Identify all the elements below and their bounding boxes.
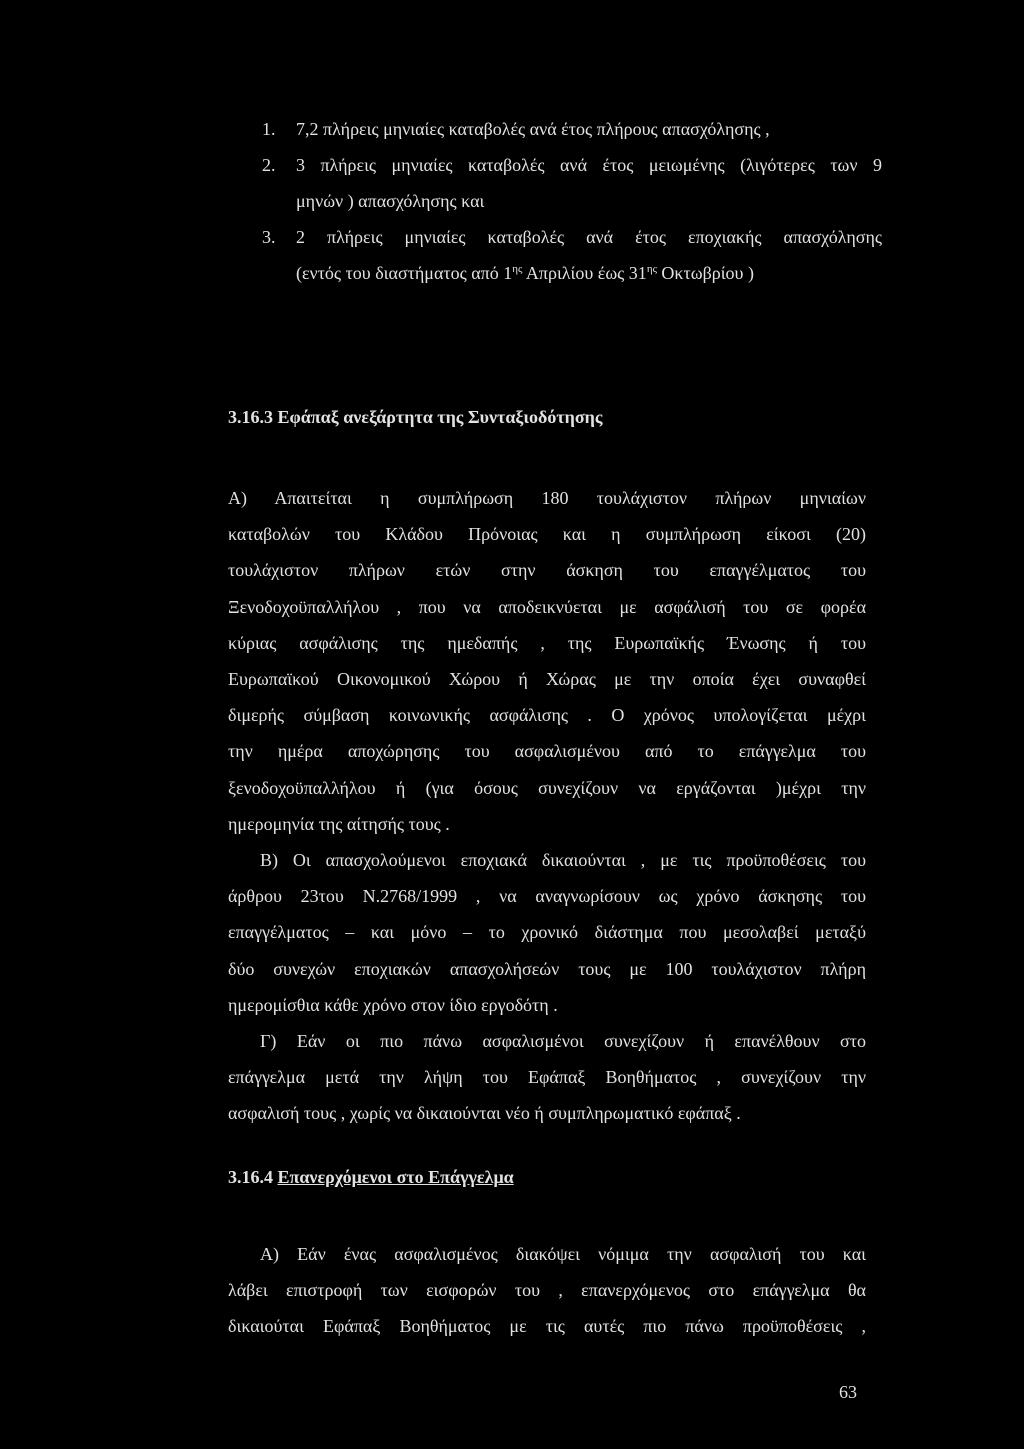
paragraph-line: Ξενοδοχοϋπαλλήλου , που να αποδεικνύεται με ασφάλισή του σε φορέα (228, 596, 866, 617)
list-item (262, 224, 882, 251)
list-number: 2. (262, 155, 276, 175)
paragraph-line: ημερομηνία της αίτησής τους . (228, 813, 450, 834)
heading-text: Επανερχόμενοι στο Επάγγελμα (277, 1167, 514, 1187)
list-text: 2 πλήρεις μηνιαίες καταβολές ανά έτος εποχιακής απασχόλησης (296, 227, 882, 247)
ordinal-suffix: ης (646, 263, 657, 275)
list-number: 1. (262, 119, 276, 139)
paragraph-line: ξενοδοχοϋπαλλήλου ή (για όσους συνεχίζουν να εργάζονται )μέχρι την (228, 777, 866, 798)
heading-number: 3.16.4 (228, 1167, 278, 1187)
paragraph-line: άρθρου 23του Ν.2768/1999 , να αναγνωρίσουν ως χρόνο άσκησης του (228, 886, 866, 907)
continuation-text: Απριλίου έως 31 (522, 263, 647, 283)
paragraph-line: Ευρωπαϊκού Οικονομικού Χώρου ή Χώρας με την οποία έχει συναφθεί (228, 669, 866, 690)
paragraph-line: ασφαλισή τους , χωρίς να δικαιούνται νέο ή συμπληρωματικό εφάπαξ . (228, 1103, 741, 1124)
paragraph-line: ημερομίσθια κάθε χρόνο στον ίδιο εργοδότη . (228, 994, 558, 1015)
paragraph-line: Α) Απαιτείται η συμπλήρωση 180 τουλάχιστον πλήρων μηνιαίων (228, 488, 866, 508)
paragraph-line: κύριας ασφάλισης της ημεδαπής , της Ευρωπαϊκής Ένωσης ή του (228, 632, 866, 653)
paragraph-line: δικαιούται Εφάπαξ Βοηθήματος με τις αυτές πιο πάνω προϋποθέσεις , (228, 1316, 866, 1337)
list-item-continuation (262, 260, 882, 287)
section-body (228, 480, 866, 1132)
section-heading: 3.16.3 Εφάπαξ ανεξάρτητα της Συνταξιοδότησης (228, 407, 603, 427)
paragraph-line: Α) Εάν ένας ασφαλισμένος διακόψει νόμιμα την ασφαλισή του και (260, 1244, 866, 1264)
paragraph-line: διμερής σύμβαση κοινωνικής ασφάλισης . Ο χρόνος υπολογίζεται μέχρι (228, 705, 866, 726)
paragraph-line: λάβει επιστροφή των εισφορών του , επανερχόμενος στο επάγγελμα θα (228, 1280, 866, 1301)
section-body (228, 1236, 866, 1345)
list-text: 3 πλήρεις μηνιαίες καταβολές ανά έτος μειωμένης (λιγότερες των 9 (296, 155, 882, 175)
page-number: 63 (839, 1382, 857, 1402)
paragraph-line: Γ) Εάν οι πιο πάνω ασφαλισμένοι συνεχίζουν ή επανέλθουν στο (260, 1031, 866, 1052)
ordinal-suffix: ης (512, 263, 523, 275)
list-item (262, 152, 882, 179)
continuation-text: Οκτωβρίου ) (656, 263, 754, 283)
list-item-continuation: μηνών ) απασχόλησης και (296, 191, 485, 211)
list-item (262, 116, 882, 143)
paragraph-line: Β) Οι απασχολούμενοι εποχιακά δικαιούνται , με τις προϋποθέσεις του (260, 850, 866, 871)
paragraph-line: τουλάχιστον πλήρων ετών στην άσκηση του επαγγέλματος του (228, 560, 866, 581)
list-text: 7,2 πλήρεις μηνιαίες καταβολές ανά έτος πλήρους απασχόλησης , (296, 119, 770, 139)
paragraph-line: επάγγελμα μετά την λήψη του Εφάπαξ Βοηθήματος , συνεχίζουν την (228, 1067, 866, 1088)
paragraph-line: δύο συνεχών εποχιακών απασχολήσεών τους με 100 τουλάχιστον πλήρη (228, 958, 866, 979)
continuation-text: (εντός του διαστήματος από 1 (296, 263, 513, 283)
paragraph-line: επαγγέλματος – και μόνο – το χρονικό διάστημα που μεσολαβεί μεταξύ (228, 922, 866, 943)
payment-list (262, 116, 882, 287)
paragraph-line: την ημέρα αποχώρησης του ασφαλισμένου από το επάγγελμα του (228, 741, 866, 762)
list-number: 3. (262, 227, 276, 247)
section-heading (228, 1167, 514, 1188)
paragraph-line: καταβολών του Κλάδου Πρόνοιας και η συμπλήρωση είκοσι (20) (228, 524, 866, 545)
